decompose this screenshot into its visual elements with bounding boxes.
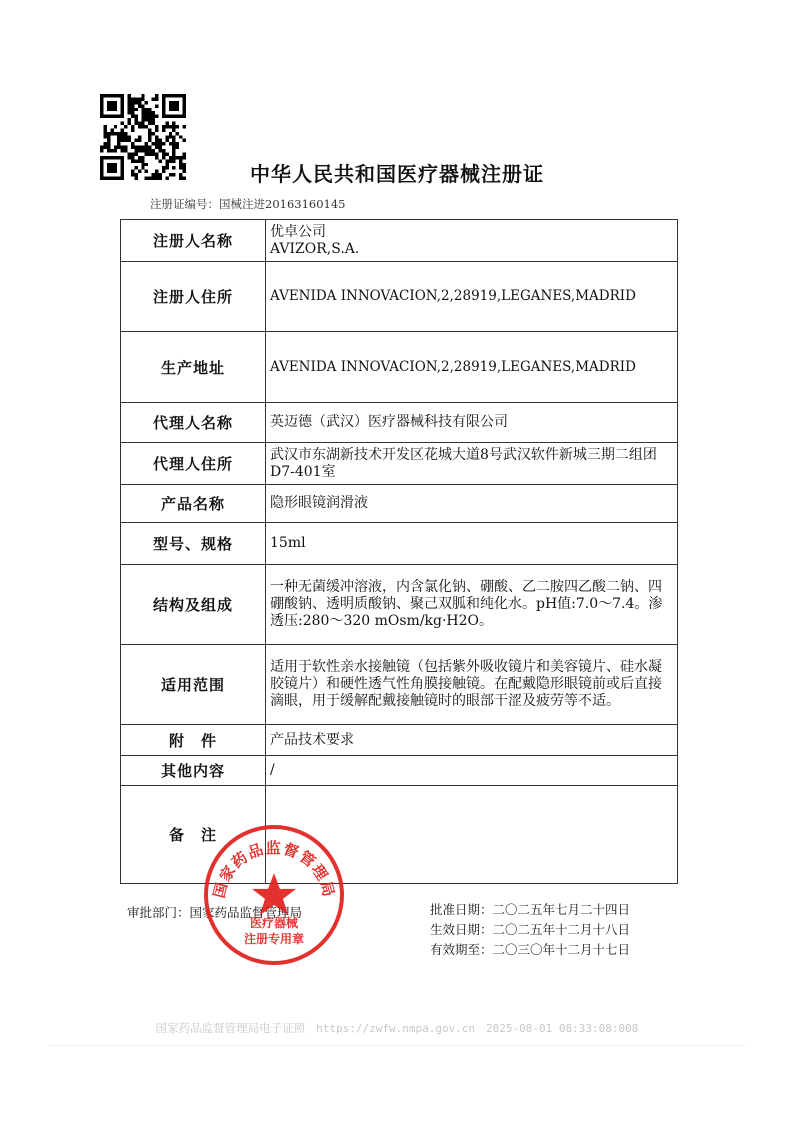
table-row [121,403,678,443]
row-value: 15ml [266,523,678,565]
expiry-date: 有效期至：二〇三〇年十二月十七日 [430,942,631,957]
row-label: 代理人名称 [121,403,266,443]
certificate-title: 中华人民共和国医疗器械注册证 [250,162,544,186]
table-row [121,220,678,262]
table-row [121,756,678,786]
registration-number-value: 国械注进20163160145 [219,197,346,211]
row-label: 备 注 [121,786,266,884]
row-label: 其他内容 [121,756,266,786]
official-seal [202,823,346,967]
certificate-table [120,219,678,884]
registrant-name-en: AVIZOR,S.A. [270,240,360,257]
footer-timestamp: 2025-08-01 08:33:08:008 [486,1022,639,1035]
row-label: 结构及组成 [121,565,266,645]
registrant-name-cn: 优卓公司 [270,223,326,240]
registration-number-label: 注册证编号： [150,197,219,211]
seal-ring-text: 国家药品监督管理局 [209,839,339,900]
seal-line1: 医疗器械 [249,916,299,930]
row-label: 注册人住所 [121,262,266,332]
row-value: 产品技术要求 [266,725,678,756]
table-row [121,645,678,725]
registration-number [150,196,345,212]
row-value: 隐形眼镜润滑液 [266,485,678,523]
footer-issuer: 国家药品监督管理局电子证照 [155,1021,306,1035]
footer [0,1020,794,1036]
row-value [266,220,678,262]
row-value: AVENIDA INNOVACION,2,28919,LEGANES,MADRID [266,262,678,332]
table-row [121,485,678,523]
row-value: 武汉市东湖新技术开发区花城大道8号武汉软件新城三期二组团D7-401室 [266,443,678,485]
approval-department-value: 国家药品监督管理局 [189,905,303,920]
row-label: 注册人名称 [121,220,266,262]
row-value: AVENIDA INNOVACION,2,28919,LEGANES,MADRID [266,332,678,403]
row-value: 英迈德（武汉）医疗器械科技有限公司 [266,403,678,443]
footer-url[interactable]: https://zwfw.nmpa.gov.cn [316,1022,476,1035]
footer-divider [48,1045,746,1046]
table-row [121,332,678,403]
row-label: 型号、规格 [121,523,266,565]
seal-line2: 注册专用章 [243,932,305,946]
row-label: 产品名称 [121,485,266,523]
row-value: 适用于软性亲水接触镜（包括紫外吸收镜片和美容镜片、硅水凝胶镜片）和硬性透气性角膜接触镜。在配戴隐形眼镜前或后直接滴眼，用于缓解配戴接触镜时的眼部干涩及疲劳等不适。 [266,645,678,725]
dates-block [430,900,630,960]
row-label: 代理人住所 [121,443,266,485]
row-label: 适用范围 [121,645,266,725]
approval-date: 批准日期：二〇二五年七月二十四日 [430,902,631,917]
table-row [121,725,678,756]
row-label: 生产地址 [121,332,266,403]
row-value: / [266,756,678,786]
table-row [121,565,678,645]
seal-star-icon [252,873,296,915]
effective-date: 生效日期：二〇二五年十二月十八日 [430,922,631,937]
row-value: 一种无菌缓冲溶液，内含氯化钠、硼酸、乙二胺四乙酸二钠、四硼酸钠、透明质酸钠、聚己双胍和纯化水。pH值:7.0～7.4。渗透压:280～320 mOsm/kg·H2O。 [266,565,678,645]
table-row [121,523,678,565]
approval-department-label: 审批部门： [127,905,190,920]
table-row [121,262,678,332]
table-row [121,443,678,485]
row-label: 附 件 [121,725,266,756]
